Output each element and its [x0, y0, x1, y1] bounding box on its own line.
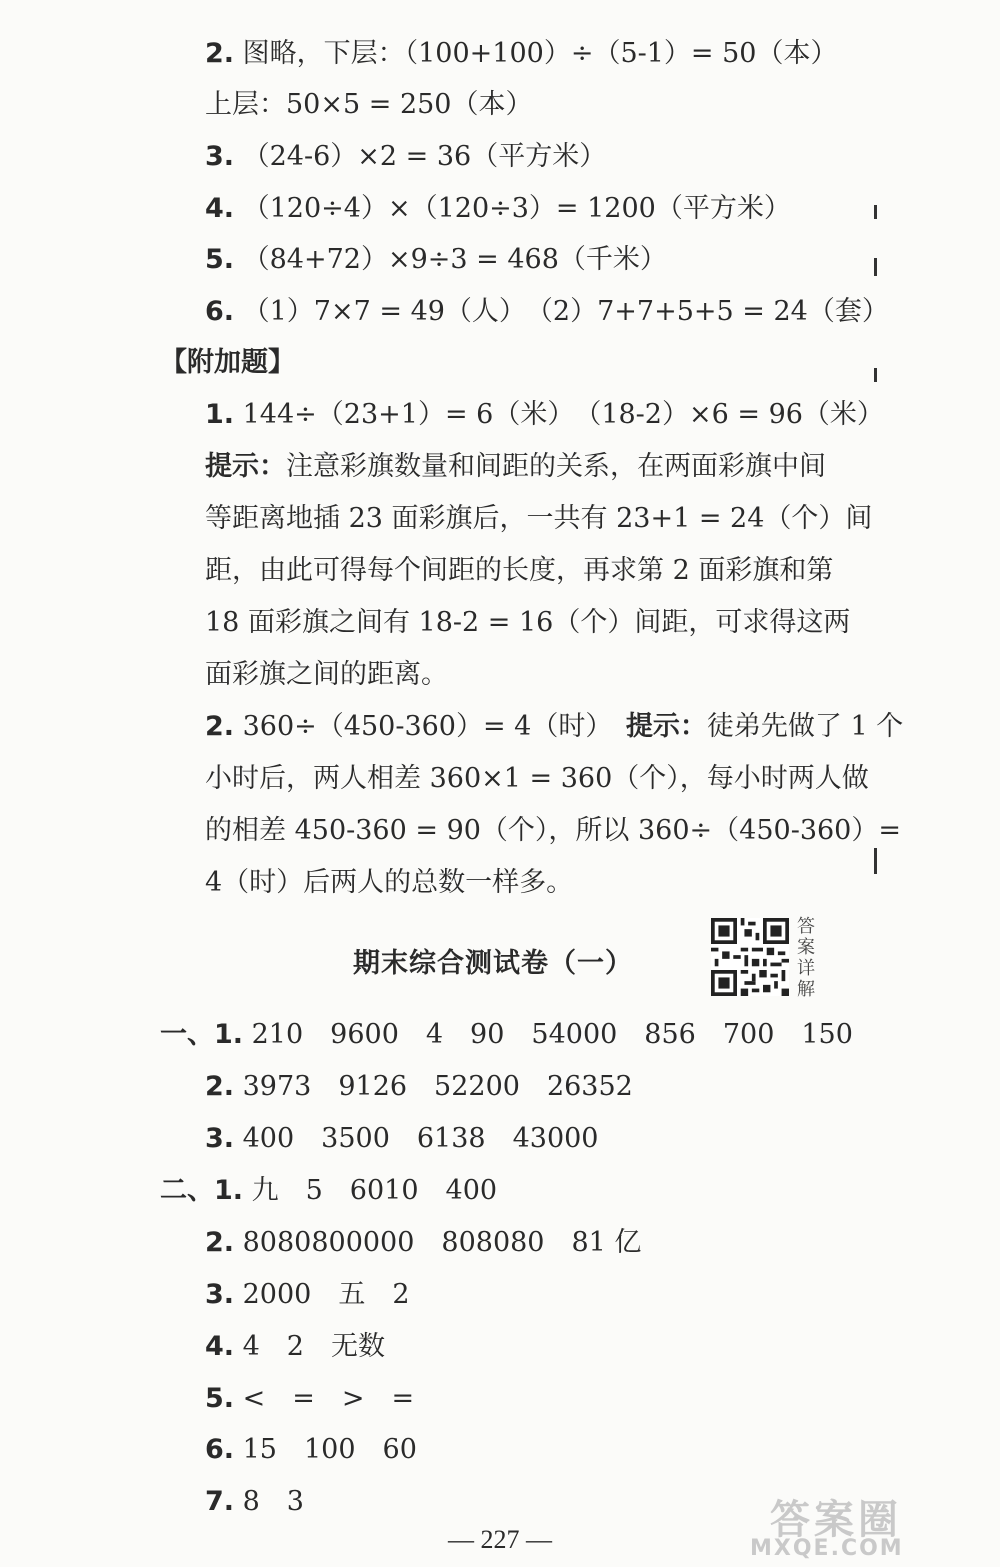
- answer-text: 4 2 无数: [234, 1331, 385, 1362]
- hint2-line-3: 的相差 450-360 = 90（个），所以 360÷（450-360）=: [205, 815, 901, 846]
- edge-mark: [874, 368, 877, 382]
- item-number: 4.: [205, 1331, 235, 1362]
- section-title: 期末综合测试卷（一）: [353, 948, 633, 979]
- answer-text: 360÷（450-360）= 4（时）: [234, 711, 626, 742]
- exam-answer-2-3: [205, 1281, 410, 1308]
- answer-line-4: [205, 195, 791, 222]
- item-number: 6.: [205, 296, 235, 327]
- exam-answer-1-2: [205, 1073, 633, 1100]
- answer-text: 210 9600 4 90 54000 856 700 150: [243, 1019, 853, 1050]
- answer-text: （84+72）×9÷3 = 468（千米）: [234, 244, 667, 275]
- hint-line-5: 面彩旗之间的距离。: [205, 659, 448, 690]
- hint2-line-2: 小时后，两人相差 360×1 = 360（个），每小时两人做: [205, 763, 869, 794]
- watermark-url: MXQE.COM: [750, 1536, 904, 1561]
- answer-text: 144÷（23+1）= 6（米） （18-2）×6 = 96（米）: [234, 399, 884, 430]
- edge-mark: [874, 848, 877, 874]
- hint-line-4: 18 面彩旗之间有 18-2 = 16（个）间距，可求得这两: [205, 607, 851, 638]
- item-number: 7.: [205, 1486, 235, 1517]
- item-number: 二、1.: [160, 1175, 244, 1206]
- item-number: 2.: [205, 1227, 235, 1258]
- exam-answer-2-7: [205, 1488, 304, 1515]
- item-number: 3.: [205, 141, 235, 172]
- page-number: — 227 —: [448, 1525, 552, 1554]
- item-number: 3.: [205, 1279, 235, 1310]
- bonus-heading: 【附加题】: [160, 347, 295, 378]
- exam-answer-2-4: [205, 1333, 385, 1360]
- item-number: 3.: [205, 1123, 235, 1154]
- item-number: 一、1.: [160, 1019, 244, 1050]
- hint-text: 注意彩旗数量和间距的关系，在两面彩旗中间: [286, 451, 826, 482]
- exam-answer-2-5: [205, 1385, 414, 1412]
- exam-answer-1-3: [205, 1125, 598, 1152]
- answer-text: 上层：50×5 = 250（本）: [205, 89, 533, 120]
- answer-line-3: [205, 143, 606, 170]
- exam-answer-2-1: [160, 1177, 497, 1204]
- qr-caption: 答案详解: [797, 916, 815, 1000]
- answer-text: （120÷4）×（120÷3）= 1200（平方米）: [234, 193, 791, 224]
- answer-text: （24-6）×2 = 36（平方米）: [234, 141, 607, 172]
- watermark-title: 答案圈: [770, 1497, 902, 1543]
- exam-answer-2-2: [205, 1229, 641, 1256]
- hint-line-3: 距，由此可得每个间距的长度，再求第 2 面彩旗和第: [205, 555, 834, 586]
- hint-text: 徒弟先做了 1 个: [706, 711, 904, 742]
- bonus-answer-1: [205, 401, 884, 428]
- hint-label: 提示：: [625, 711, 707, 742]
- answer-text: 8 3: [234, 1486, 304, 1517]
- answer-text: 图略，下层：（100+100）÷（5-1）= 50（本）: [234, 38, 838, 69]
- answer-line-2: [205, 40, 838, 67]
- item-number: 1.: [205, 399, 235, 430]
- item-number: 5.: [205, 1383, 235, 1414]
- item-number: 2.: [205, 38, 235, 69]
- answer-text: 400 3500 6138 43000: [234, 1123, 599, 1154]
- exam-answer-2-6: [205, 1436, 417, 1463]
- edge-mark: [874, 205, 877, 219]
- bonus-answer-2: [205, 713, 903, 740]
- answer-text: 15 100 60: [234, 1434, 417, 1465]
- answer-text: 2000 五 2: [234, 1279, 410, 1310]
- watermark-logo: [720, 1488, 990, 1563]
- hint-line-1: [205, 453, 826, 480]
- answer-text: 九 5 6010 400: [243, 1175, 498, 1206]
- item-number: 2.: [205, 711, 235, 742]
- hint-line-2: 等距离地插 23 面彩旗后，一共有 23+1 = 24（个）间: [205, 503, 873, 534]
- edge-mark: [874, 258, 877, 276]
- answer-line-2-cont: [205, 91, 532, 118]
- item-number: 5.: [205, 244, 235, 275]
- answer-text: 8080800000 808080 81 亿: [234, 1227, 642, 1258]
- answer-text: （1）7×7 = 49（人） （2）7+7+5+5 = 24（套）: [234, 296, 889, 327]
- answer-line-6: [205, 298, 889, 325]
- item-number: 4.: [205, 193, 235, 224]
- answer-text: < = > =: [234, 1383, 415, 1414]
- hint-label: 提示：: [205, 451, 286, 482]
- qr-code-icon[interactable]: [711, 918, 789, 996]
- item-number: 6.: [205, 1434, 235, 1465]
- item-number: 2.: [205, 1071, 235, 1102]
- answer-text: 3973 9126 52200 26352: [234, 1071, 633, 1102]
- answer-line-5: [205, 246, 667, 273]
- exam-answer-1-1: [160, 1021, 853, 1048]
- hint2-line-4: 4（时）后两人的总数一样多。: [205, 867, 574, 898]
